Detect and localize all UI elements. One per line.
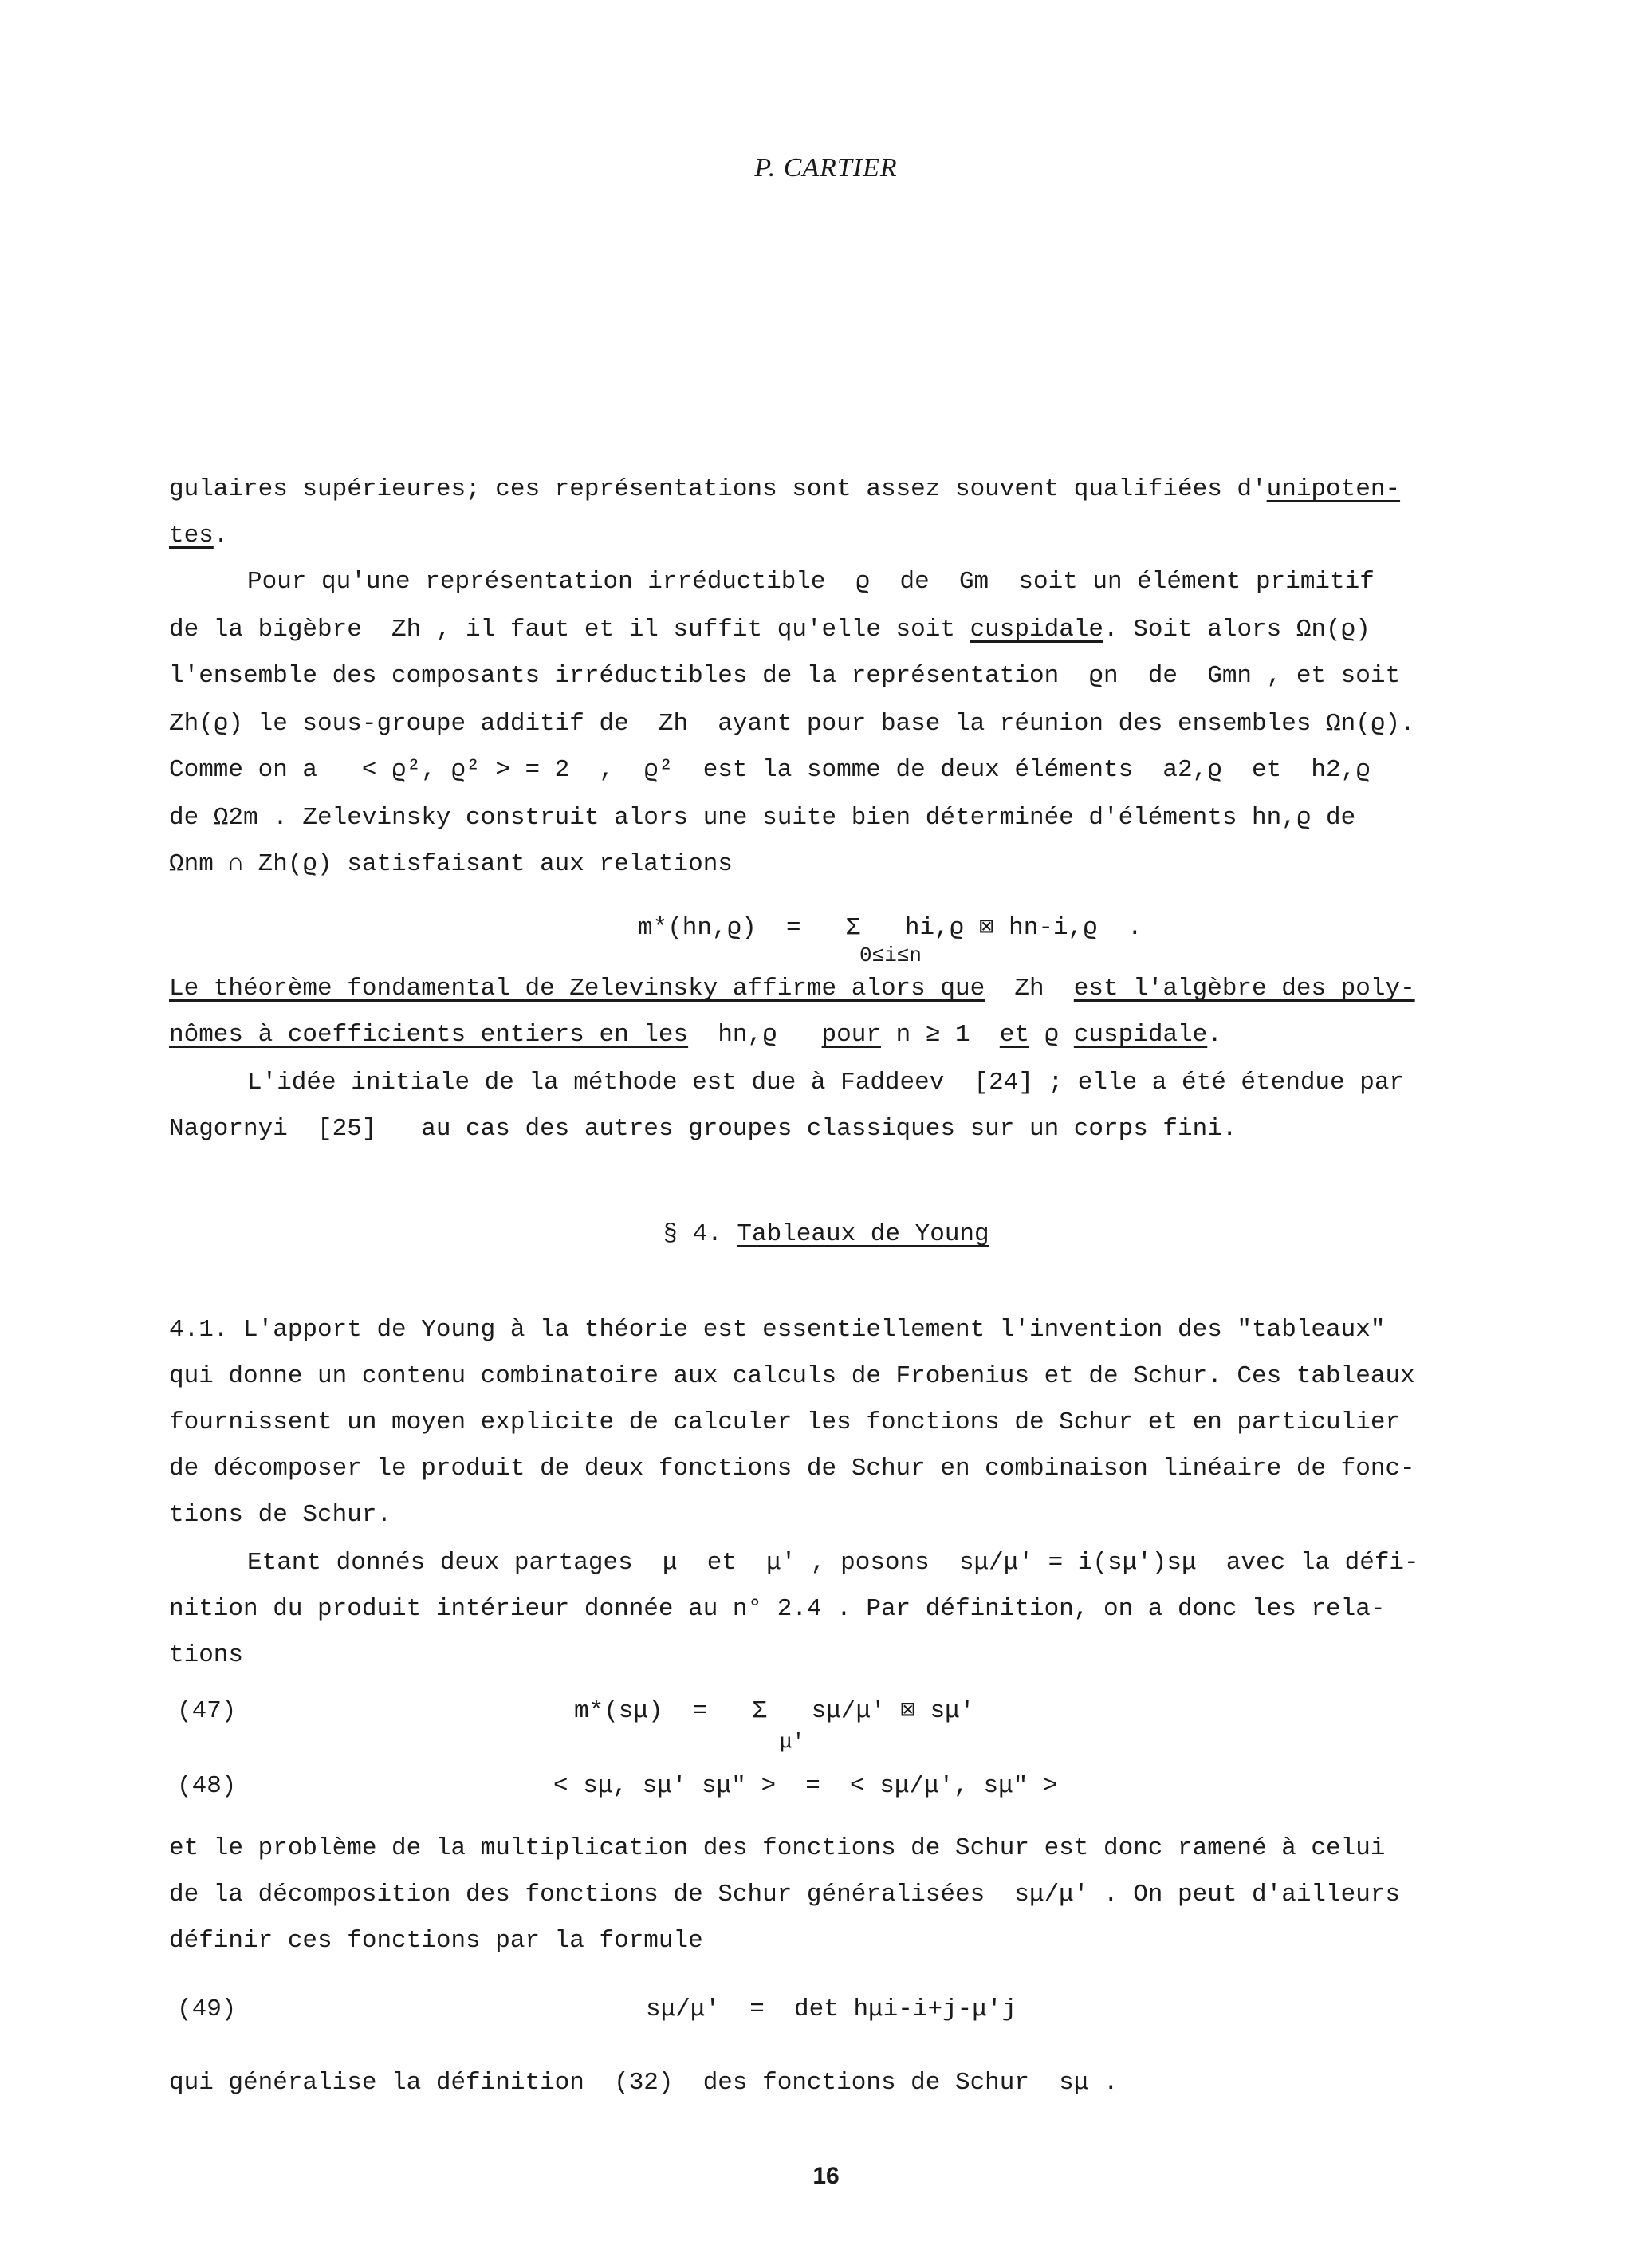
section-title: Tableaux de Young: [737, 1220, 989, 1248]
text-span: .: [213, 522, 229, 549]
text-line: tions: [169, 1641, 244, 1669]
text-line: [169, 616, 1371, 644]
text-line: [169, 522, 228, 550]
text-span: hn,ϱ: [688, 1021, 822, 1049]
text-line: l'ensemble des composants irréductibles de la représentation ϱn de Gmn , et soit: [169, 662, 1401, 690]
text-line: qui donne un contenu combinatoire aux calculs de Frobenius et de Schur. Ces tableaux: [169, 1362, 1415, 1390]
page-number: 16: [812, 2163, 840, 2189]
text-line: Ωnm ∩ Zh(ϱ) satisfaisant aux relations: [169, 850, 733, 878]
underlined-theorem: nômes à coefficients entiers en les: [169, 1021, 689, 1049]
text-span: gulaires supérieures; ces représentations sont assez souvent qualifiées d': [169, 475, 1267, 503]
text-line: 4.1. L'apport de Young à la théorie est essentiellement l'invention des "tableaux": [169, 1316, 1386, 1344]
equation-label: (48): [177, 1772, 237, 1800]
text-line: de la décomposition des fonctions de Schur généralisées sμ/μ' . On peut d'ailleurs: [169, 1881, 1401, 1908]
underlined-theorem: pour: [821, 1021, 881, 1049]
text-line: Zh(ϱ) le sous-groupe additif de Zh ayant pour base la réunion des ensembles Ωn(ϱ).: [169, 710, 1415, 738]
text-span: ϱ: [1029, 1021, 1074, 1049]
text-line: Etant donnés deux partages μ et μ' , posons sμ/μ' = i(sμ')sμ avec la défi-: [247, 1549, 1419, 1577]
text-line: et le problème de la multiplication des fonctions de Schur est donc ramené à celui: [169, 1834, 1386, 1862]
equation-body: m*(sμ) = Σ sμ/μ' ⊠ sμ': [574, 1697, 975, 1725]
underlined-theorem: est l'algèbre des poly-: [1073, 975, 1415, 1002]
theorem-line: [169, 1021, 1222, 1050]
text-span: de la bigèbre Zh , il faut et il suffit qu'elle soit: [169, 616, 970, 644]
text-line: de décomposer le produit de deux fonctions de Schur en combinaison linéaire de fonc-: [169, 1455, 1415, 1483]
section-heading: [0, 1220, 1652, 1248]
text-line: L'idée initiale de la méthode est due à Faddeev [24] ; elle a été étendue par: [247, 1069, 1405, 1097]
theorem-line: [169, 975, 1415, 1003]
summation-range: μ': [780, 1730, 805, 1754]
section-number: § 4.: [663, 1220, 738, 1248]
running-header: P. CARTIER: [754, 153, 898, 183]
text-line: Pour qu'une représentation irréductible ϱ de Gm soit un élément primitif: [247, 568, 1375, 596]
underlined-term: unipoten-: [1266, 475, 1401, 503]
text-line: définir ces fonctions par la formule: [169, 1927, 703, 1955]
underlined-term: tes: [169, 522, 214, 549]
equation-label: (47): [177, 1697, 237, 1725]
underlined-theorem: cuspidale: [1073, 1021, 1208, 1049]
underlined-theorem: Le théorème fondamental de Zelevinsky affirme alors que: [169, 975, 985, 1002]
equation-body: sμ/μ' = det hμi-i+j-μ'j: [646, 1995, 1017, 2023]
text-line: tions de Schur.: [169, 1501, 392, 1529]
underlined-term: cuspidale: [970, 616, 1104, 644]
text-line: [169, 475, 1400, 504]
text-line: Comme on a < ϱ², ϱ² > = 2 , ϱ² est la somme de deux éléments a2,ϱ et h2,ϱ: [169, 756, 1371, 784]
text-span: .: [1207, 1021, 1222, 1049]
text-span: Zh: [985, 975, 1074, 1002]
text-line: nition du produit intérieur donnée au n° 2.4 . Par définition, on a donc les rela-: [169, 1595, 1386, 1623]
underlined-theorem: et: [999, 1021, 1030, 1049]
text-line: de Ω2m . Zelevinsky construit alors une suite bien déterminée d'éléments hn,ϱ de: [169, 804, 1356, 832]
text-line: qui généralise la définition (32) des fonctions de Schur sμ .: [169, 2069, 1119, 2097]
summation-range: 0≤i≤n: [859, 943, 922, 967]
text-line: Nagornyi [25] au cas des autres groupes classiques sur un corps fini.: [169, 1115, 1237, 1143]
display-equation: m*(hn,ϱ) = Σ hi,ϱ ⊠ hn-i,ϱ .: [638, 914, 1143, 942]
equation-label: (49): [177, 1995, 237, 2023]
equation-body: < sμ, sμ' sμ" > = < sμ/μ', sμ" >: [553, 1772, 1058, 1800]
text-span: . Soit alors Ωn(ϱ): [1103, 616, 1371, 644]
text-span: n ≥ 1: [880, 1021, 1000, 1049]
text-line: fournissent un moyen explicite de calculer les fonctions de Schur et en particulier: [169, 1408, 1401, 1436]
